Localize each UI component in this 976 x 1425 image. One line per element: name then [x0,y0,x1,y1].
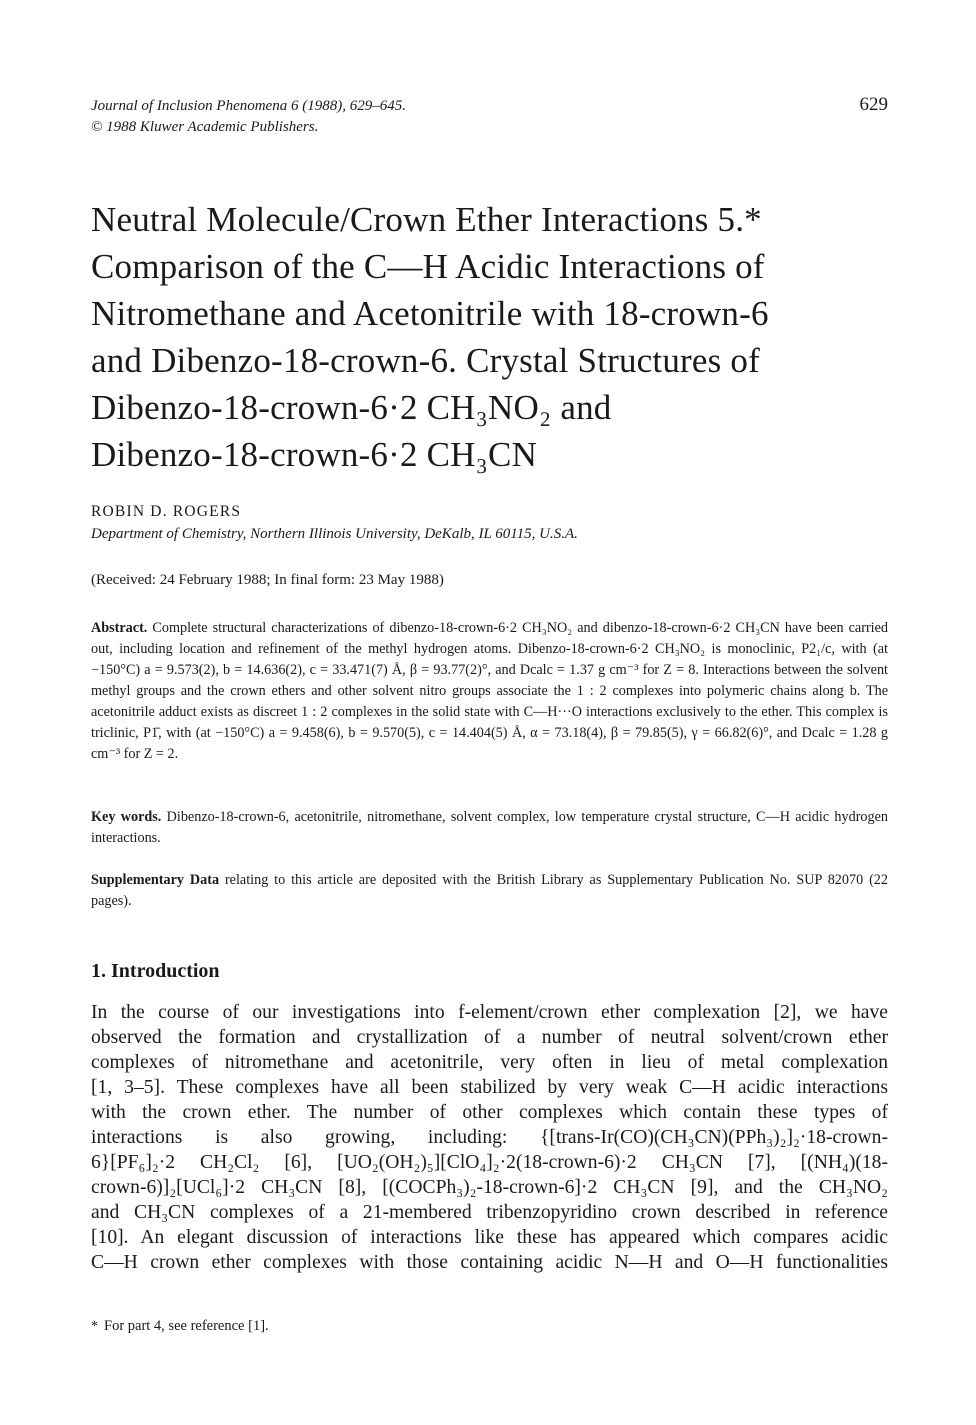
copyright-line: © 1988 Kluwer Academic Publishers. [91,119,319,135]
body-line: crown-6)]₂[UCl₆]·2 CH₃CN [8], [(COCPh₃)₂-18-crown-6]·2 CH₃CN [9], and the CH₃NO₂ [91,1177,888,1198]
body-line: 6}[PF₆]₂·2 CH₂Cl₂ [6], [UO₂(OH₂)₅][ClO₄]₂·2(18-crown-6)·2 CH₃CN [7], [(NH₄)(18- [91,1152,888,1173]
abstract-label: Abstract. [91,620,148,636]
body-line: observed the formation and crystallization of a number of neutral solvent/crown ether [91,1027,888,1048]
body-line: In the course of our investigations into f-element/crown ether complexation [2], we have [91,1002,888,1023]
section-heading-introduction: 1. Introduction [91,960,220,982]
abstract-text: Complete structural characterizations of dibenzo-18-crown-6·2 CH₃NO₂ and dibenzo-18-crown-6·2 CH₃CN have been carried out, including location and refinement of the methyl hydrogen atoms. Dibenzo-18-crown-6·2 CH₃NO₂ is monoclinic, P2₁/c, with (at −150°C) a = 9.573(2), b = 14.636(2), c = 33.471(7) Å, β = 93.77(2)°, and Dcalc = 1.37 g cm⁻³ for Z = 8. Interactions between the solvent methyl groups and the crown ethers and other solvent nitro groups associate the 1 : 2 complexes into polymeric chains along b. The acetonitrile adduct exists as discreet 1 : 2 complexes in the solid state with C—H···O interactions exclusively to the ether. This complex is triclinic, P1̄, with (at −150°C) a = 9.458(6), b = 9.570(5), c = 14.404(5) Å, α = 73.18(4), β = 79.85(5), γ = 66.82(6)°, and Dcalc = 1.28 g cm⁻³ for Z = 2. [91,620,888,762]
supplementary-text: relating to this article are deposited with the British Library as Supplementary Publication No. SUP 82070 (22 pages). [91,872,888,909]
body-line: [10]. An elegant discussion of interactions like these has appeared which compares acidic [91,1227,888,1248]
title-line: Neutral Molecule/Crown Ether Interactions 5.* [91,200,762,239]
journal-header [91,96,891,138]
introduction-body [91,1000,888,1275]
keywords [91,807,888,849]
footnote-text: For part 4, see reference [1]. [104,1318,269,1334]
article-title [91,196,891,478]
body-line: with the crown ether. The number of other complexes which contain these types of [91,1102,888,1123]
received-dates: (Received: 24 February 1988; In final form: 23 May 1988) [91,572,444,588]
body-line: [1, 3–5]. These complexes have all been stabilized by very weak C—H acidic interactions [91,1077,888,1098]
author-name: ROBIN D. ROGERS [91,503,242,520]
body-line: C—H crown ether complexes with those containing acidic N—H and O—H functionalities [91,1252,888,1273]
keywords-text: Dibenzo-18-crown-6, acetonitrile, nitromethane, solvent complex, low temperature crystal structure, C—H acidic hydrogen interactions. [91,809,889,846]
supplementary-data [91,870,888,912]
page-number: 629 [859,94,888,115]
title-line: Nitromethane and Acetonitrile with 18-crown-6 [91,294,769,333]
body-line: interactions is also growing, including: {[trans-Ir(CO)(CH₃CN)(PPh₃)₂]₂·18-crown- [91,1127,888,1148]
footnote [91,1318,269,1335]
author-affiliation: Department of Chemistry, Northern Illinois University, DeKalb, IL 60115, U.S.A. [91,526,578,542]
title-line: Dibenzo-18-crown-6·2 CH₃CN [91,435,538,474]
journal-citation: Journal of Inclusion Phenomena 6 (1988), 629–645. [91,98,406,114]
keywords-label: Key words. [91,809,162,825]
title-line: and Dibenzo-18-crown-6. Crystal Structures of [91,341,760,380]
title-line: Comparison of the C—H Acidic Interactions of [91,247,765,286]
abstract [91,618,888,765]
body-line: and CH₃CN complexes of a 21-membered tribenzopyridino crown described in reference [91,1202,888,1223]
title-line: Dibenzo-18-crown-6·2 CH₃NO₂ and [91,388,612,427]
body-line: complexes of nitromethane and acetonitrile, very often in lieu of metal complexation [91,1052,888,1073]
footnote-marker: * [91,1319,98,1334]
supplementary-label: Supplementary Data [91,872,220,888]
